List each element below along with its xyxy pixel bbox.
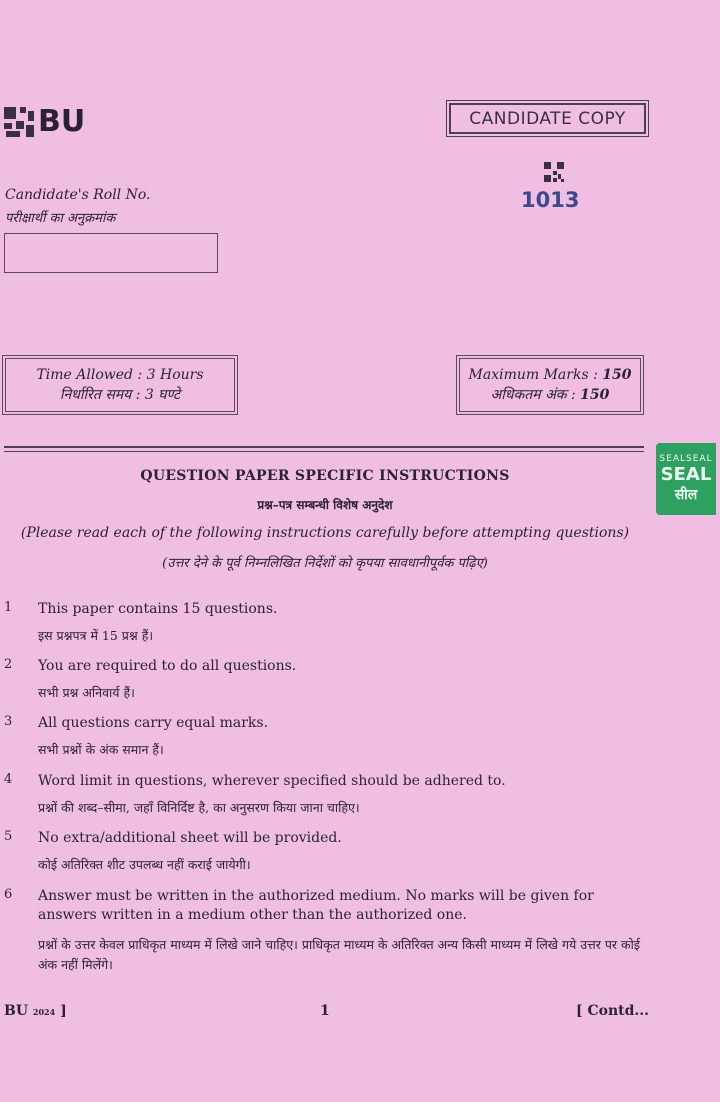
- time-allowed-box: [5, 358, 235, 412]
- roll-number-label-hindi: परीक्षार्थी का अनुक्रमांक: [5, 211, 116, 226]
- roll-number-box[interactable]: [4, 233, 218, 273]
- paper-code-block: [4, 104, 85, 139]
- barcode-icon: [4, 107, 34, 137]
- instructions-title: QUESTION PAPER SPECIFIC INSTRUCTIONS: [140, 468, 510, 484]
- maximum-marks-hi: अधिकतम अंक : 150: [490, 387, 610, 403]
- maximum-marks-box: [459, 358, 641, 412]
- paper-code: BU: [38, 104, 86, 139]
- footer-code: BU 2024 ]: [4, 1003, 67, 1019]
- instructions-note: (Please read each of the following instructions carefully before attempting questions): [20, 525, 630, 541]
- candidate-copy-label: CANDIDATE COPY: [449, 103, 646, 134]
- instructions-note-hindi: (उत्तर देने के पूर्व निम्नलिखित निर्देशों को कृपया सावधानीपूर्वक पढ़िए): [162, 556, 488, 571]
- roll-number-label: Candidate's Roll No.: [5, 187, 151, 203]
- seal-sticker: SEALSEAL SEAL सील: [656, 443, 716, 515]
- divider-thick: [4, 446, 644, 448]
- paper-number: 1013: [521, 188, 580, 212]
- maximum-marks-en: Maximum Marks : 150: [468, 367, 632, 383]
- time-allowed-hi: निर्धारित समय : 3 घण्टे: [59, 387, 181, 403]
- continued-label: [ Contd...: [576, 1003, 650, 1019]
- page-number: 1: [320, 1003, 330, 1019]
- qr-code-icon: [544, 162, 564, 182]
- instructions-title-hindi: प्रश्न–पत्र सम्बन्धी विशेष अनुदेश: [257, 498, 393, 512]
- time-allowed-en: Time Allowed : 3 Hours: [36, 367, 204, 383]
- divider-thin: [4, 451, 644, 452]
